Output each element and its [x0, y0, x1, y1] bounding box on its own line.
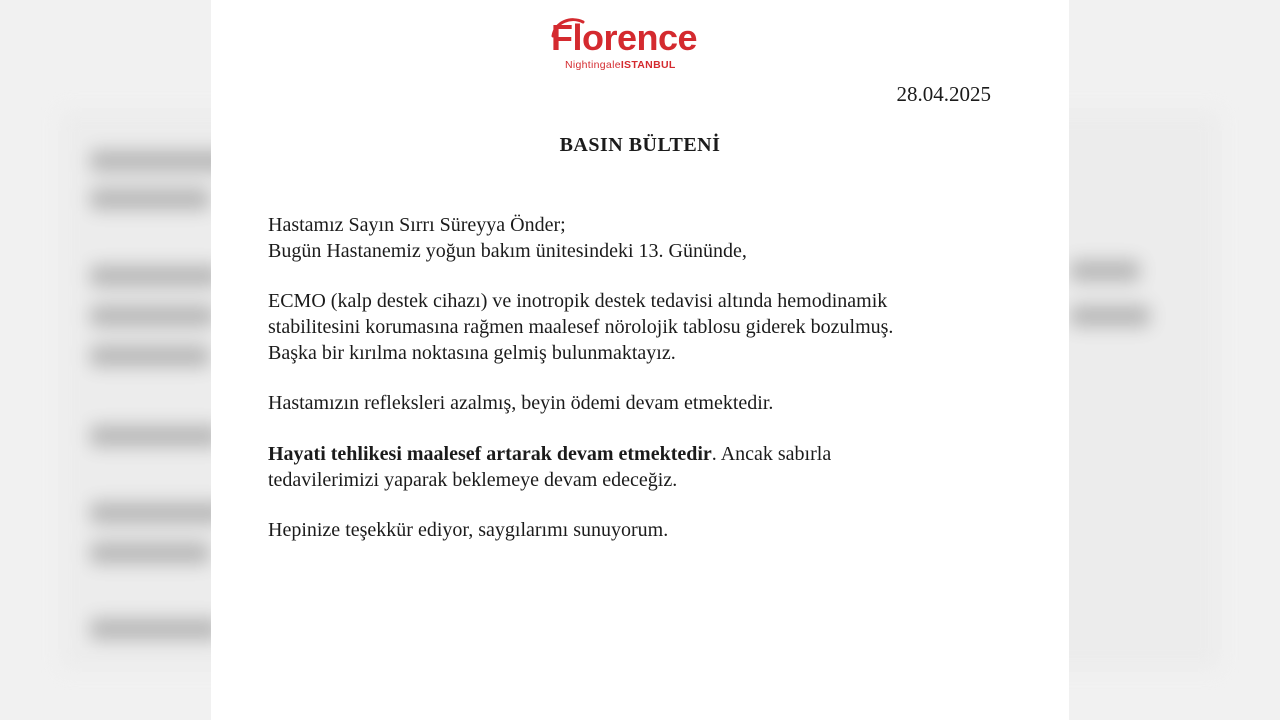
- body-line: ECMO (kalp destek cihazı) ve inotropik destek tedavisi altında hemodinamik: [268, 290, 888, 312]
- blurred-text-line: [90, 150, 230, 172]
- hospital-logo: [547, 14, 717, 74]
- blurred-text-line: [90, 542, 210, 564]
- body-line: Bugün Hastanemiz yoğun bakım ünitesindeki 13. Gününde,: [268, 240, 747, 262]
- document-date: 28.04.2025: [896, 82, 991, 106]
- paragraph-gap: [268, 416, 1028, 441]
- document-title: BASIN BÜLTENİ: [559, 134, 721, 156]
- blurred-text-line: [90, 265, 220, 287]
- logo-subtitle: [565, 59, 676, 71]
- body-line: Hastamızın refleksleri azalmış, beyin ödemi devam etmektedir.: [268, 392, 774, 414]
- paragraph-gap: [268, 264, 1028, 288]
- paragraph-gap: [268, 366, 1028, 390]
- blurred-text-line: [90, 188, 210, 210]
- blurred-text-line: [90, 502, 225, 524]
- blurred-text-line: [1070, 305, 1150, 327]
- blurred-text-line: [90, 425, 220, 447]
- paragraph-gap: [268, 493, 1028, 517]
- blurred-text-line: [90, 345, 210, 367]
- body-line: stabilitesini korumasına rağmen maalesef nörolojik tablosu giderek bozulmuş.: [268, 316, 894, 338]
- document-body: [268, 212, 1028, 543]
- logo-subtitle-light: Nightingale: [565, 59, 621, 71]
- blurred-text-line: [90, 305, 215, 327]
- blurred-text-line: [90, 618, 220, 640]
- blurred-text-line: [1070, 260, 1140, 282]
- body-line: [268, 441, 1028, 467]
- body-line: Hastamız Sayın Sırrı Süreyya Önder;: [268, 214, 566, 236]
- emphasis-text: Hayati tehlikesi maalesef artarak devam etmektedir: [268, 443, 712, 465]
- body-line: Başka bir kırılma noktasına gelmiş bulunmaktayız.: [268, 342, 676, 364]
- logo-subtitle-bold: ISTANBUL: [620, 59, 676, 71]
- press-release-document: [211, 0, 1069, 720]
- logo-brand-text: Florence: [551, 17, 698, 58]
- body-line: Hepinize teşekkür ediyor, saygılarımı sunuyorum.: [268, 519, 669, 541]
- body-line: tedavilerimizi yaparak beklemeye devam edeceğiz.: [268, 469, 678, 491]
- body-text: . Ancak sabırla: [711, 443, 832, 465]
